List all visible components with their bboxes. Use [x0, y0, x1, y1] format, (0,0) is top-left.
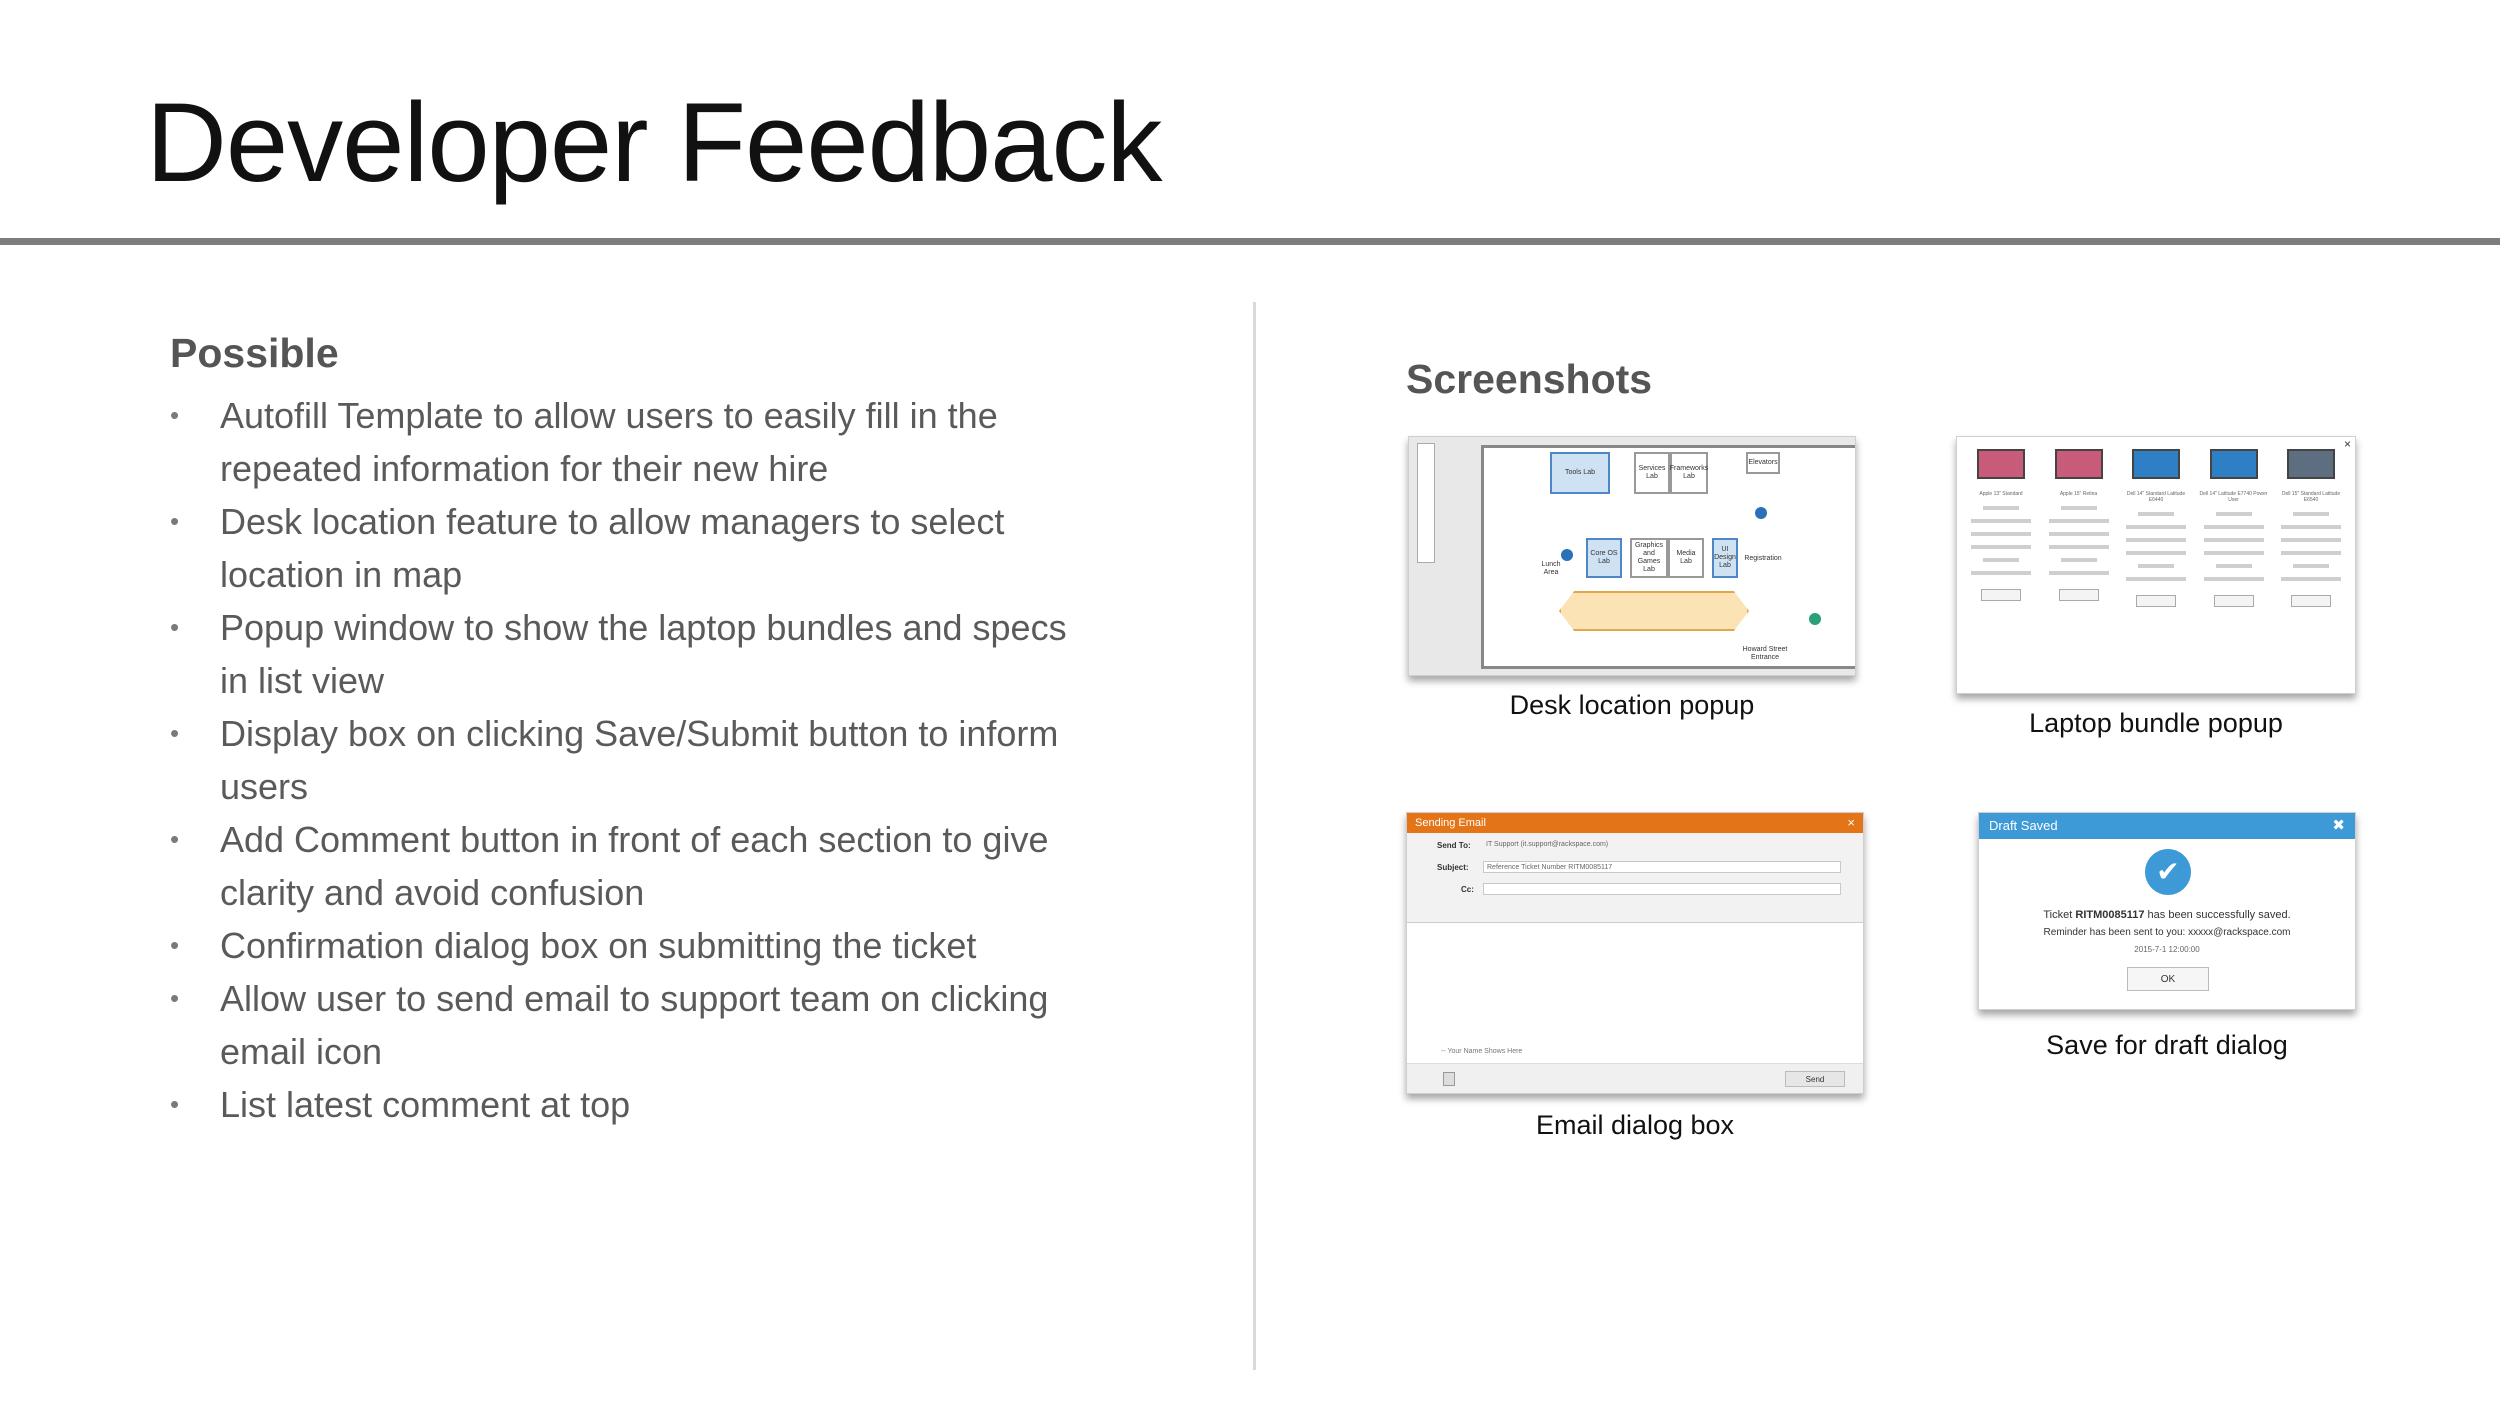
slide-title: Developer Feedback: [146, 80, 1162, 205]
email-footer: [1407, 1063, 1863, 1093]
laptop-column: [2043, 445, 2115, 607]
laptop-bundle-caption: Laptop bundle popup: [2029, 708, 2283, 738]
select-button: [2059, 589, 2099, 601]
close-icon: ×: [1847, 815, 1855, 830]
possible-heading: Possible: [170, 330, 339, 376]
list-item: • Autofill Template to allow users to easily fill in the repeated information for their new hire: [170, 389, 1110, 495]
cc-label: Cc:: [1461, 885, 1474, 894]
list-item: • Allow user to send email to support team on clicking email icon: [170, 972, 1110, 1078]
close-icon: ×: [2343, 437, 2351, 451]
laptop-grid: [1965, 445, 2347, 607]
laptop-image: [2055, 449, 2103, 479]
send-button: Send: [1785, 1071, 1845, 1087]
email-header-fields: [1407, 833, 1863, 923]
screenshots-heading: Screenshots: [1406, 356, 1653, 402]
ok-button: OK: [2127, 967, 2209, 991]
select-button: [2214, 595, 2254, 607]
bullet-icon: •: [170, 1089, 180, 1119]
room-ui-design-lab: UI Design Lab: [1712, 538, 1738, 578]
draft-dialog-thumbnail: [1978, 812, 2356, 1010]
bullet-icon: •: [170, 506, 180, 536]
feature-list: [170, 389, 1110, 1131]
email-dialog-titlebar: Sending Email: [1407, 813, 1863, 833]
room-services-lab: Services Lab: [1634, 452, 1670, 494]
laptop-column: [1965, 445, 2037, 607]
draft-reminder: Reminder has been sent to you: xxxxx@rackspace.com: [2043, 927, 2291, 938]
label-lunch-area: Lunch Area: [1536, 558, 1566, 580]
laptop-image: [2287, 449, 2335, 479]
select-button: [2136, 595, 2176, 607]
label-registration: Registration: [1744, 548, 1782, 570]
send-to-label: Send To:: [1437, 841, 1471, 850]
laptop-bundle-thumbnail: [1956, 436, 2356, 694]
bullet-icon: •: [170, 400, 180, 430]
room-tools-lab: Tools Lab: [1550, 452, 1610, 494]
email-dialog-caption: Email dialog box: [1535, 1110, 1735, 1140]
map-pin-icon: [1809, 613, 1821, 625]
list-item: • Confirmation dialog box on submitting the ticket: [170, 919, 1110, 972]
bullet-icon: •: [170, 612, 180, 642]
map-pin-icon: [1755, 507, 1767, 519]
bullet-icon: •: [170, 824, 180, 854]
laptop-column: [2275, 445, 2347, 607]
list-item: • Popup window to show the laptop bundles and specs in list view: [170, 601, 1110, 707]
laptop-column: [2198, 445, 2270, 607]
registration-table: [1559, 591, 1749, 631]
laptop-model: Dell 15" Standard Latitude E6540: [2281, 491, 2341, 503]
send-to-value: IT Support (it.support@rackspace.com): [1486, 841, 1609, 848]
laptop-image: [2210, 449, 2258, 479]
subject-field: Reference Ticket Number RITM0085117: [1483, 861, 1841, 873]
room-media-lab: Media Lab: [1668, 538, 1704, 578]
room-elevators: Elevators: [1746, 452, 1780, 474]
attachment-icon: [1443, 1072, 1455, 1086]
check-icon: ✔: [2145, 849, 2191, 895]
bullet-icon: •: [170, 930, 180, 960]
subject-label: Subject:: [1437, 863, 1469, 872]
desk-location-thumbnail: [1408, 436, 1856, 676]
desk-location-caption: Desk location popup: [1509, 690, 1755, 720]
map-pin-icon: [1561, 549, 1573, 561]
title-rule: [0, 238, 2500, 245]
column-divider: [1253, 302, 1256, 1370]
cc-field: [1483, 883, 1841, 895]
email-signature: -- Your Name Shows Here: [1441, 1048, 1523, 1055]
draft-dialog-titlebar: Draft Saved: [1979, 813, 2355, 839]
close-icon: ✖: [2332, 817, 2345, 834]
draft-timestamp: 2015-7-1 12:00:00: [2134, 945, 2200, 954]
select-button: [2291, 595, 2331, 607]
bullet-icon: •: [170, 718, 180, 748]
laptop-column: [2120, 445, 2192, 607]
list-item: • Display box on clicking Save/Submit button to inform users: [170, 707, 1110, 813]
laptop-model: Dell 14" Latitude E7740 Power User: [2199, 491, 2268, 503]
map-toolbar: [1417, 443, 1435, 563]
room-core-os-lab: Core OS Lab: [1586, 538, 1622, 578]
laptop-model: Apple 13" Standard: [1979, 491, 2023, 497]
laptop-image: [1977, 449, 2025, 479]
draft-dialog-caption: Save for draft dialog: [2046, 1030, 2288, 1060]
list-item: • Add Comment button in front of each section to give clarity and avoid confusion: [170, 813, 1110, 919]
room-frameworks-lab: Frameworks Lab: [1670, 452, 1708, 494]
label-entrance: Howard Street Entrance: [1740, 644, 1790, 664]
select-button: [1981, 589, 2021, 601]
laptop-model: Dell 14" Standard Latitude E6440: [2126, 491, 2186, 503]
room-graphics-lab: Graphics and Games Lab: [1630, 538, 1668, 578]
floor-plan: [1481, 445, 1856, 669]
laptop-image: [2132, 449, 2180, 479]
list-item: • List latest comment at top: [170, 1078, 1110, 1131]
email-dialog-thumbnail: [1406, 812, 1864, 1094]
bullet-icon: •: [170, 983, 180, 1013]
laptop-model: Apple 15" Retina: [2059, 491, 2098, 497]
possible-section: [170, 330, 1110, 1131]
draft-message: Ticket RITM0085117 has been successfully saved.: [2043, 909, 2291, 921]
list-item: • Desk location feature to allow managers to select location in map: [170, 495, 1110, 601]
